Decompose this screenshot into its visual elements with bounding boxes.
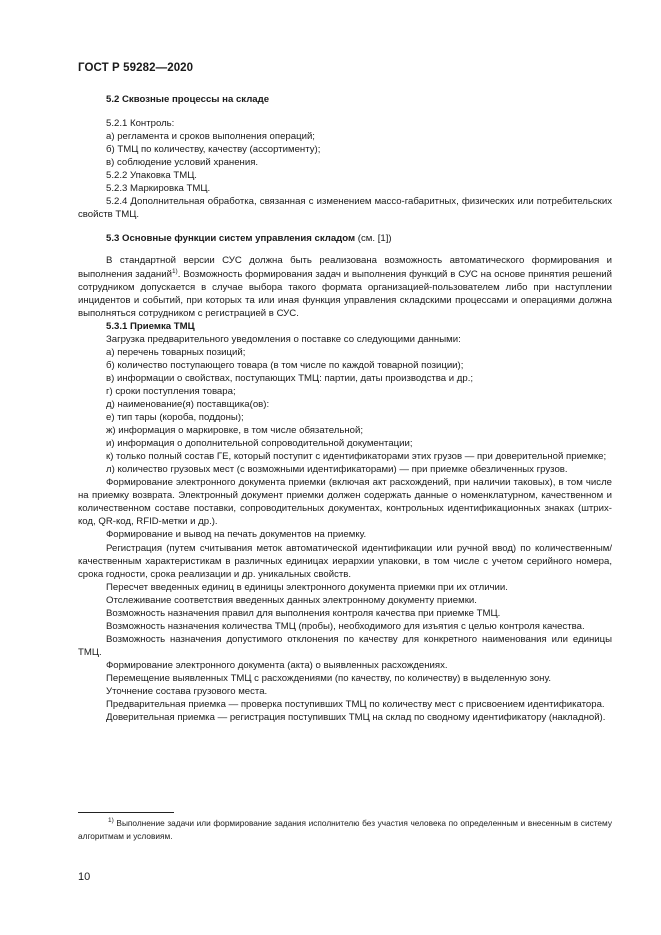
section-5-3-intro	[78, 254, 612, 319]
section-5-3-heading-text: 5.3 Основные функции систем управления складом	[106, 233, 356, 245]
footnote-reference: 1)	[171, 267, 178, 275]
paragraph: Отслеживание соответствия введенных данных электронному документу приемки.	[106, 594, 477, 606]
document-body	[78, 93, 612, 724]
section-5-3-1-intro: Загрузка предварительного уведомления о поставке со следующими данными:	[106, 333, 461, 345]
paragraph: Возможность назначения правил для выполнения контроля качества при приемке ТМЦ.	[106, 607, 501, 619]
list-item: л) количество грузовых мест (с возможными идентификаторами) — при приемке обезличенных грузов.	[106, 464, 568, 476]
section-5-2-line: в) соблюдение условий хранения.	[106, 157, 259, 169]
list-item: д) наименование(я) поставщика(ов):	[106, 398, 270, 410]
list-item: ж) информация о маркировке, в том числе обязательной;	[106, 425, 364, 437]
section-5-2-line: 5.2.2 Упаковка ТМЦ.	[106, 170, 197, 182]
paragraph: Регистрация (путем считывания меток автоматической идентификации или ручной ввод) по количественным/качественным характеристикам в различных единицах иерархии упаковки, в том числе с учетом серийного номера, срока годности, срока реализации и др. уникальных свойств.	[78, 542, 612, 580]
paragraph: Возможность назначения допустимого отклонения по качеству для конкретного наименования или единицы ТМЦ.	[78, 633, 612, 658]
paragraph: Формирование электронного документа (акта) о выявленных расхождениях.	[106, 659, 448, 671]
page-number: 10	[78, 871, 91, 883]
paragraph: Доверительная приемка — регистрация поступивших ТМЦ на склад по сводному идентификатору (накладной).	[106, 712, 606, 724]
list-item: б) количество поступающего товара (в том числе по каждой товарной позиции);	[106, 359, 464, 371]
paragraph: Предварительная приемка — проверка поступивших ТМЦ по количеству мест с присвоением идентификатора.	[106, 699, 605, 711]
paragraph: Пересчет введенных единиц в единицы электронного документа приемки при их отличии.	[106, 581, 508, 593]
section-5-3-intro-b: . Возможность формирования задач и выполнения функций в СУС на основе принятия решений сотрудником допускается в случае выбора такого формата организацией-пользователем либо при наступлении инцидентов и событий, при которых та или иная функция управления складскими процессами и операциями должна выполняться сотрудником с регистрацией в СУС.	[78, 268, 612, 319]
section-5-2-line: а) регламента и сроков выполнения операций;	[106, 131, 315, 143]
section-5-3-heading	[78, 232, 612, 245]
list-item: а) перечень товарных позиций;	[106, 346, 246, 358]
list-item: и) информация о дополнительной сопроводительной документации;	[106, 438, 413, 450]
paragraph: Возможность назначения количества ТМЦ (пробы), необходимого для изъятия с целью контроля качества.	[106, 620, 585, 632]
list-item: к) только полный состав ГЕ, который поступит с идентификаторами этих грузов — при доверительной приемке;	[106, 451, 607, 463]
section-5-3-intro-a: В стандартной версии СУС должна быть реализована возможность автоматического формирования и выполнения заданий	[78, 255, 612, 280]
section-5-2-line: 5.2.3 Маркировка ТМЦ.	[106, 183, 211, 195]
footnote-text: Выполнение задачи или формирование задания исполнителю без участия человека по определенным и внесенным в систему алгоритмам и условиям.	[78, 818, 612, 841]
section-5-2-line: б) ТМЦ по количеству, качеству (ассортименту);	[106, 144, 321, 156]
section-5-2-line: 5.2.4 Дополнительная обработка, связанная с изменением массо-габаритных, физических или потребительских свойств ТМЦ.	[78, 196, 612, 221]
paragraph: Перемещение выявленных ТМЦ с расхождениями (по качеству, по количеству) в выделенную зону.	[106, 672, 551, 684]
list-item: г) сроки поступления товара;	[106, 385, 236, 397]
footnote	[78, 817, 612, 842]
footnote-mark: 1)	[108, 817, 114, 824]
section-5-2-heading: 5.2 Сквозные процессы на складе	[106, 94, 270, 105]
list-item: е) тип тары (короба, поддоны);	[106, 412, 244, 424]
section-5-2-line: 5.2.1 Контроль:	[106, 118, 175, 130]
section-5-3-1-heading: 5.3.1 Приемка ТМЦ	[106, 320, 195, 332]
list-item: в) информации о свойствах, поступающих ТМЦ: партии, даты производства и др.;	[106, 372, 474, 384]
document-header: ГОСТ Р 59282—2020	[78, 62, 194, 74]
footnote-divider	[78, 812, 174, 813]
paragraph: Уточнение состава грузового места.	[106, 686, 268, 698]
paragraph: Формирование электронного документа приемки (включая акт расхождений, при наличии таковых), в том числе на приемку возврата. Электронный документ приемки должен содержать данные о номенклатурном, качественном и количественном составе поставки, сопроводительных документах, контрольных идентификационных знаках (штрих-код, QR-код, RFID-метки и др.).	[78, 477, 612, 528]
paragraph: Формирование и вывод на печать документов на приемку.	[106, 529, 367, 541]
section-5-3-heading-ref: (см. [1])	[355, 233, 392, 245]
